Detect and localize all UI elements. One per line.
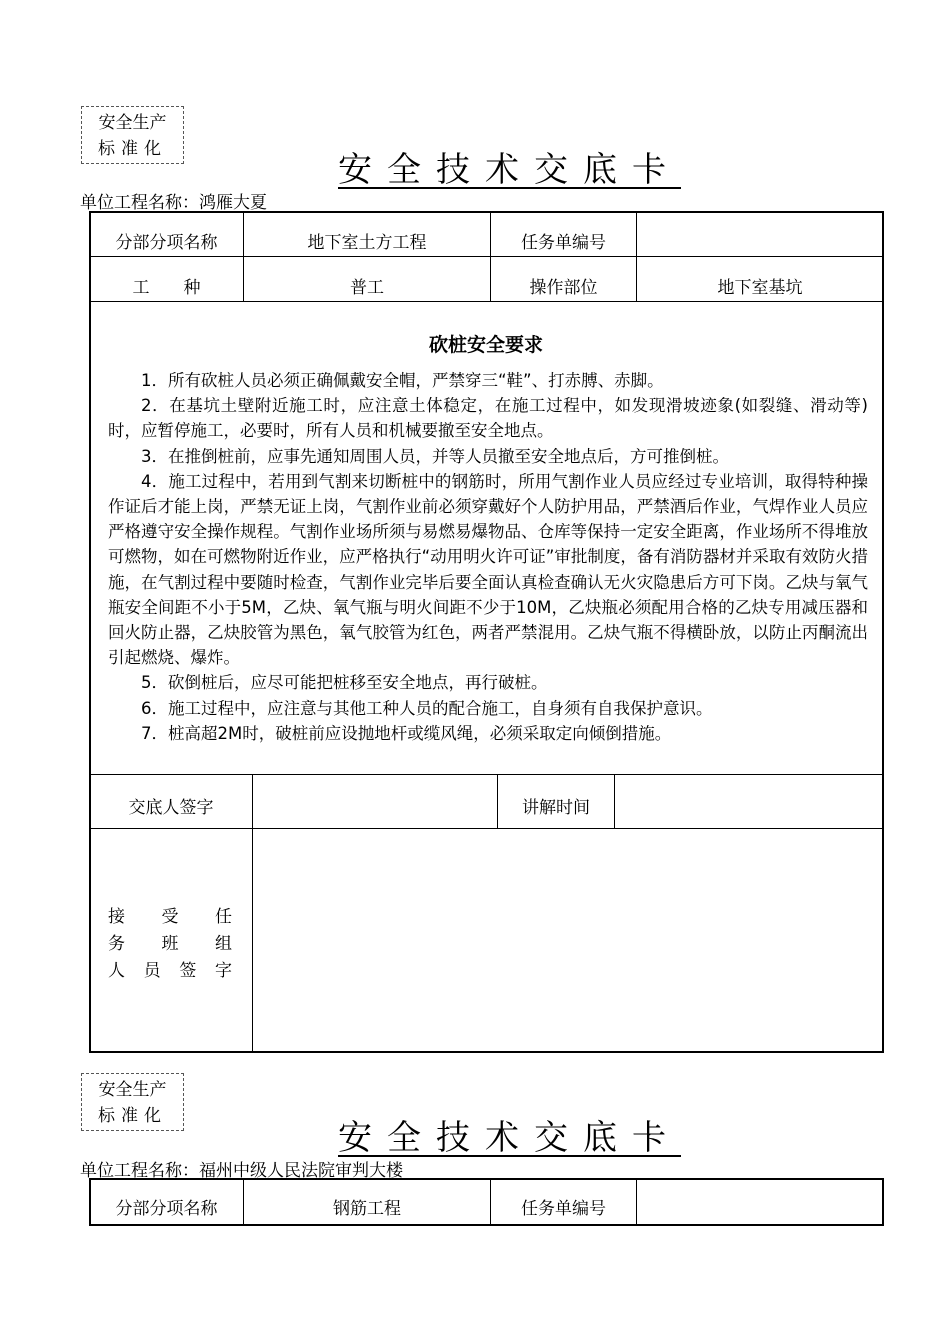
stamp-box <box>81 1073 184 1131</box>
content-title: 砍桩安全要求 <box>428 334 543 356</box>
stamp-line-1: 安全生产 <box>98 1080 167 1100</box>
explain-time-label: 讲解时间 <box>522 797 590 818</box>
requirement-item: 4．施工过程中，若用到气割来切断桩中的钢筋时，所用气割作业人员应经过专业培训，取得特种操作证后才能上岗，严禁无证上岗，气割作业前必须穿戴好个人防护用品，严禁酒后作业，气焊作业人员应严格遵守安全操作规程。气割作业场所须与易燃易爆物品、仓库等保持一定安全距离，作业场所不得堆放可燃物，如在可燃物附近作业，应严格执行“动用明火许可证”审批制度，备有消防器材并采取有效防火措施，在气割过程中要随时检查，气割作业完毕后要全面认真检查确认无火灾隐患后方可下岗。乙炔与氧气瓶安全间距不小于5M，乙炔、氧气瓶与明火间距不少于10M，乙炔瓶必须配用合格的乙炔专用减压器和回火防止器，乙炔胶管为黑色，氧气胶管为红色，两者严禁混用。乙炔气瓶不得横卧放，以防止丙酮流出引起燃烧、爆炸。 <box>108 471 868 668</box>
unit-project-label: 单位工程名称： <box>80 193 199 213</box>
subproject-value: 钢筋工程 <box>333 1198 401 1219</box>
safety-requirements <box>108 368 868 746</box>
unit-project-line <box>80 188 267 213</box>
stamp-line-1: 安全生产 <box>98 113 167 133</box>
requirement-item: 2．在基坑土壁附近施工时，应注意土体稳定，在施工过程中，如发现滑坡迹象(如裂缝、滑动等)时，应暂停施工，必要时，所有人员和机械要撤至安全地点。 <box>108 396 868 441</box>
receiver-label-line-2: 务 班 组 <box>108 934 232 954</box>
unit-project-name: 福州中级人民法院审判大楼 <box>199 1161 403 1181</box>
unit-project-label: 单位工程名称： <box>80 1161 199 1181</box>
subproject-label: 分部分项名称 <box>115 1198 218 1219</box>
explain-time-field[interactable] <box>615 778 883 832</box>
card-title: 安全技术交底卡 <box>338 150 681 190</box>
stamp-box <box>81 106 184 164</box>
briefer-signature-field[interactable] <box>253 778 497 832</box>
requirement-item: 6．施工过程中，应注意与其他工种人员的配合施工，自身须有自我保护意识。 <box>141 698 713 718</box>
requirement-item: 1．所有砍桩人员必须正确佩戴安全帽，严禁穿三“鞋”、打赤膊、赤脚。 <box>141 371 664 390</box>
requirement-item: 5．砍倒桩后，应尽可能把桩移至安全地点，再行破桩。 <box>141 673 548 693</box>
receiver-label-line-1: 接 受 任 <box>108 907 232 927</box>
receiver-label-line-3: 人 员 签 字 <box>108 961 232 981</box>
subproject-label: 分部分项名称 <box>115 232 218 253</box>
briefer-signature-label: 交底人签字 <box>128 797 214 818</box>
card-title: 安全技术交底卡 <box>338 1118 681 1158</box>
stamp-line-2: 标准化 <box>98 139 167 159</box>
task-number-value <box>637 1184 883 1228</box>
operation-location-label: 操作部位 <box>529 277 598 298</box>
receiver-signature-label <box>108 904 232 985</box>
receiver-signature-field[interactable] <box>253 829 883 1052</box>
requirement-item: 7．桩高超2M时，破桩前应设抛地杆或缆风绳，必须采取定向倾倒措施。 <box>141 723 672 743</box>
requirement-item: 3．在推倒桩前，应事先通知周围人员，并等人员撤至安全地点后，方可推倒桩。 <box>141 446 729 466</box>
trade-value: 普工 <box>350 277 384 298</box>
trade-label: 工 种 <box>132 277 201 298</box>
task-number-label: 任务单编号 <box>521 232 606 253</box>
task-number-label: 任务单编号 <box>521 1198 606 1219</box>
operation-location-value: 地下室基坑 <box>717 277 803 298</box>
task-number-value <box>637 218 883 262</box>
subproject-value: 地下室土方工程 <box>307 232 427 253</box>
stamp-line-2: 标准化 <box>98 1106 167 1126</box>
unit-project-name: 鸿雁大夏 <box>199 193 267 213</box>
